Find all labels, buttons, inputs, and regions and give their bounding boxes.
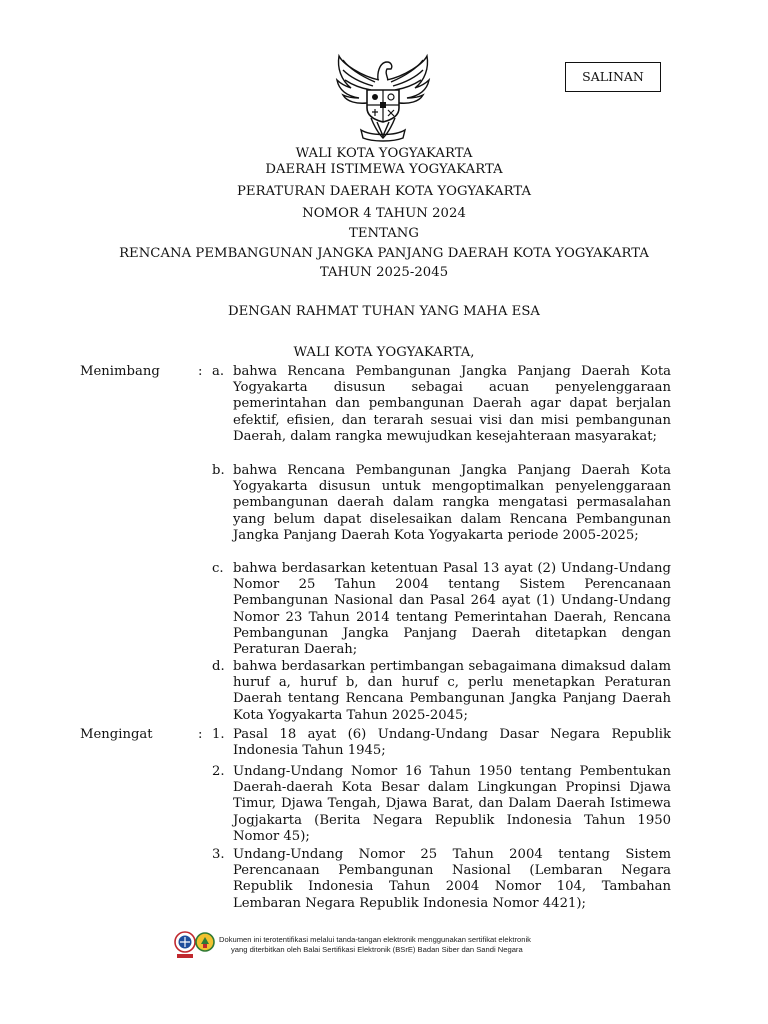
mengingat-item-3: Undang-Undang Nomor 25 Tahun 2004 tentang Sistem Perencanaan Pembangunan Nasional (Lembaran Negara Republik Indonesia Tahun 2004 Nomor 104, Tambahan Lembaran Negara Republik Indonesia Nomor 4421);: [233, 847, 671, 911]
menimbang-item-d: bahwa berdasarkan pertimbangan sebagaimana dimaksud dalam huruf a, huruf b, dan huruf c, perlu menetapkan Peraturan Daerah tentang Rencana Pembangunan Jangka Panjang Daerah Kota Yogyakarta Tahun 2025-2045;: [233, 659, 671, 723]
regulation-number: NOMOR 4 TAHUN 2024: [302, 206, 466, 221]
header-issuer: WALI KOTA YOGYAKARTA: [295, 146, 473, 161]
regulation-about-label: TENTANG: [349, 226, 419, 241]
bsre-logo: [174, 929, 216, 961]
menimbang-label: Menimbang: [80, 364, 160, 379]
menimbang-item-b: bahwa Rencana Pembangunan Jangka Panjang Daerah Kota Yogyakarta disusun untuk mengoptimalkan penyelenggaraan pembangunan daerah dalam rangka mengatasi permasalahan yang belum dapat diselesaikan dalam Rencana Pembangunan Jangka Panjang Daerah Kota Yogyakarta periode 2005-2025;: [233, 463, 671, 543]
salinan-stamp: SALINAN: [565, 62, 661, 92]
certification-line-1: Dokumen ini terotentifikasi melalui tanda-tangan elektronik menggunakan sertifikat elektronik: [219, 935, 531, 944]
regulation-period: TAHUN 2025-2045: [319, 265, 449, 280]
mengingat-marker-1: 1.: [212, 727, 225, 742]
mengingat-marker-2: 2.: [212, 764, 225, 779]
menimbang-marker-c: c.: [212, 561, 224, 576]
mengingat-item-2: Undang-Undang Nomor 16 Tahun 1950 tentang Pembentukan Daerah-daerah Kota Besar dalam Lingkungan Propinsi Djawa Timur, Djawa Tengah, Djawa Barat, dan Dalam Daerah Istimewa Jogjakarta (Berita Negara Republik Indonesia Tahun 1950 Nomor 45);: [233, 764, 671, 844]
blessing-line: DENGAN RAHMAT TUHAN YANG MAHA ESA: [228, 304, 540, 319]
menimbang-marker-b: b.: [212, 463, 225, 478]
menimbang-marker-d: d.: [212, 659, 225, 674]
regulation-title: PERATURAN DAERAH KOTA YOGYAKARTA: [236, 184, 532, 199]
mengingat-label: Mengingat: [80, 727, 153, 742]
menimbang-colon: :: [198, 364, 203, 379]
menimbang-item-a: bahwa Rencana Pembangunan Jangka Panjang Daerah Kota Yogyakarta disusun sebagai acuan penyelenggaraan pemerintahan dan pembangunan Daerah agar dapat berjalan efektif, efisien, dan terarah sesuai visi dan misi pembangunan Daerah, dalam rangka mewujudkan kesejahteraan masyarakat;: [233, 364, 671, 444]
regulation-subject: RENCANA PEMBANGUNAN JANGKA PANJANG DAERAH KOTA YOGYAKARTA: [119, 246, 649, 261]
authority-line: WALI KOTA YOGYAKARTA,: [293, 345, 475, 360]
mengingat-item-1: Pasal 18 ayat (6) Undang-Undang Dasar Negara Republik Indonesia Tahun 1945;: [233, 727, 671, 759]
menimbang-marker-a: a.: [212, 364, 225, 379]
garuda-emblem: [331, 50, 435, 146]
mengingat-marker-3: 3.: [212, 847, 225, 862]
menimbang-item-c: bahwa berdasarkan ketentuan Pasal 13 ayat (2) Undang-Undang Nomor 25 Tahun 2004 tentang Sistem Perencanaan Pembangunan Nasional dan Pasal 264 ayat (1) Undang-Undang Nomor 23 Tahun 2014 tentang Pemerintahan Daerah, Rencana Pembangunan Jangka Panjang Daerah ditetapkan dengan Peraturan Daerah;: [233, 561, 671, 658]
mengingat-colon: :: [198, 727, 203, 742]
header-region: DAERAH ISTIMEWA YOGYAKARTA: [265, 162, 503, 177]
certification-line-2: yang diterbitkan oleh Balai Sertifikasi Elektronik (BSrE) Badan Siber dan Sandi Negara: [231, 945, 523, 954]
certification-notice: [219, 935, 619, 955]
